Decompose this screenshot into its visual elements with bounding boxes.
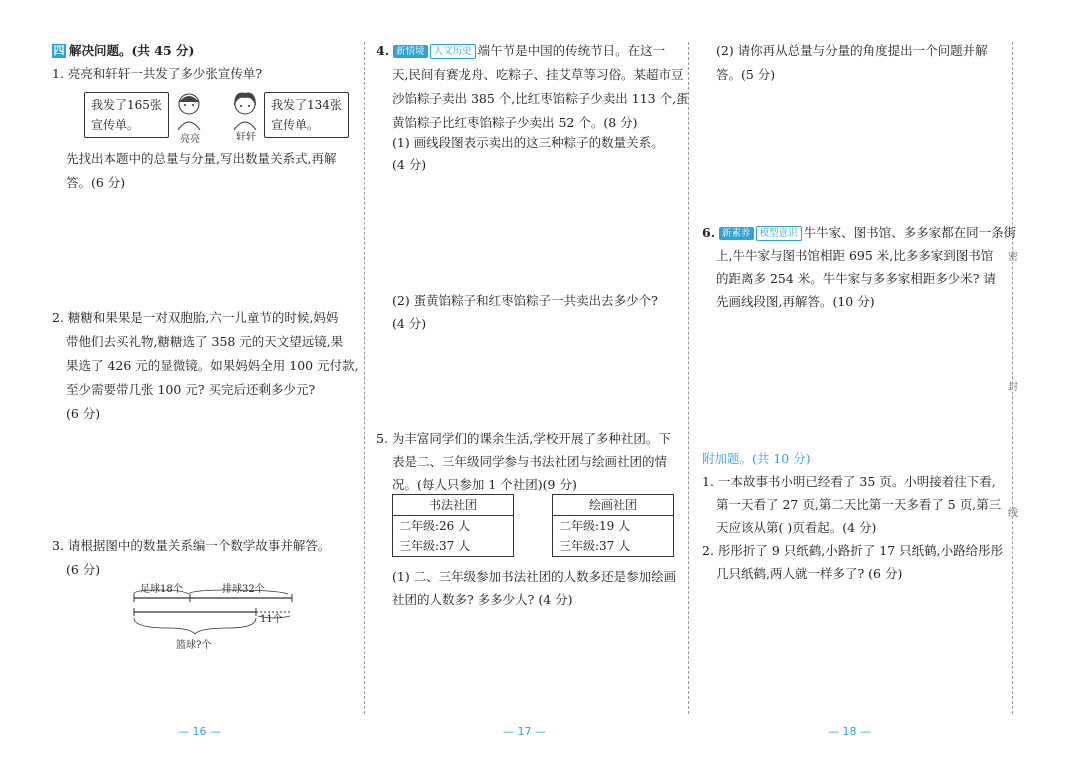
extra-q1: 第一天看了 27 页,第二天比第一天多看了 5 页,第三 [716,497,1002,512]
q5-text: 表是二、三年级同学参与书法社团与绘画社团的情 [392,454,668,469]
page-number-16: — 16 — [178,725,221,738]
q4-text: 天,民间有赛龙舟、吃粽子、挂艾草等习俗。某超市豆 [392,67,684,82]
q4-sub2-continued: 答。(5 分) [716,67,776,82]
tag-humanities: 人文历史 [430,44,476,59]
q4-text: 端午节是中国的传统节日。在这一 [477,43,666,58]
extra-q2: 几只纸鹤,两人就一样多了? (6 分) [716,566,903,581]
extra-q2: 2. 彤彤折了 9 只纸鹤,小路折了 17 只纸鹤,小路给彤彤 [702,543,1004,558]
table-cell: 二年级:19 人 [553,516,674,537]
q6-number: 6. [702,225,716,240]
page-number-18: — 18 — [828,725,871,738]
label-difference: 11个 [260,614,283,625]
bubble-text: 宣传单。 [91,118,140,132]
extra-q1: 1. 一本故事书小明已经看了 35 页。小明接着往下看, [702,474,996,489]
q6-text: 上,牛牛家与图书馆相距 695 米,比多多家到图书馆 [716,248,994,263]
table-header: 绘画社团 [553,495,674,516]
speech-bubble-xuanxuan [264,92,349,138]
q2-text: 2. 糖糖和果果是一对双胞胎,六一儿童节的时候,妈妈 [52,310,339,325]
table-header: 书法社团 [393,495,514,516]
label-basketball: 篮球?个 [176,640,212,651]
section-title: 解决问题。(共 45 分) [69,43,195,58]
painting-club-table [552,494,674,557]
bubble-text: 我发了134张 [271,98,342,112]
q4-first-line [376,40,665,62]
kid-name-xuanxuan: 轩轩 [236,132,256,143]
tag-new-context: 新情境 [393,45,428,58]
q1-text: 1. 亮亮和轩轩一共发了多少张宣传单? [52,66,263,81]
q2-text: (6 分) [66,406,101,421]
q1-instruction: 答。(6 分) [66,175,126,190]
margin-mark-close: 封 [1008,382,1018,393]
girl-avatar-icon [228,90,262,130]
table-cell: 二年级:26 人 [393,516,514,537]
q4-sub1: (4 分) [392,157,427,172]
q6-text: 牛牛家、图书馆、多多家都在同一条街 [803,225,1017,240]
q2-text: 至少需要带几张 100 元? 买完后还剩多少元? [66,382,316,397]
q4-sub2: (2) 蛋黄馅粽子和红枣馅粽子一共卖出去多少个? [392,293,658,308]
tag-new-literacy: 新素养 [719,227,754,240]
bubble-text: 宣传单。 [271,118,320,132]
bubble-text: 我发了165张 [91,98,162,112]
label-volleyball: 排球32个 [222,584,265,595]
page-divider-right [688,42,689,714]
q5-sub1: (1) 二、三年级参加书法社团的人数多还是参加绘画 [392,569,677,584]
page-divider-left [364,42,365,714]
speech-bubble-liangliang [84,92,169,138]
q2-text: 带他们去买礼物,糖糖选了 358 元的天文望远镜,果 [66,334,344,349]
boy-avatar-icon [172,90,206,130]
section-number-icon: 四 [53,44,65,57]
extra-q1: 天应该从第( )页看起。(4 分) [716,520,877,535]
q4-sub2: (4 分) [392,316,427,331]
margin-mark-line: 线 [1008,508,1018,519]
q5-text: 5. 为丰富同学们的课余生活,学校开展了多种社团。下 [376,431,671,446]
q4-number: 4. [376,43,390,58]
q3-text: (6 分) [66,562,101,577]
q4-sub2-continued: (2) 请你再从总量与分量的角度提出一个问题并解 [716,43,988,58]
extra-section-title: 附加题。(共 10 分) [702,451,811,466]
q2-text: 果选了 426 元的显微镜。如果妈妈全用 100 元付款, [66,358,359,373]
kid-name-liangliang: 亮亮 [180,134,200,145]
q6-first-line [702,222,1016,244]
q5-sub1: 社团的人数多? 多多少人? (4 分) [392,592,573,607]
table-cell: 三年级:37 人 [553,536,674,557]
calligraphy-club-table [392,494,514,557]
q1-instruction: 先找出本题中的总量与分量,写出数量关系式,再解 [66,151,337,166]
q4-sub1: (1) 画线段图表示卖出的这三种粽子的数量关系。 [392,135,664,150]
q6-text: 先画线段图,再解答。(10 分) [716,294,875,309]
q4-text: 黄馅粽子比红枣馅粽子少卖出 52 个。(8 分) [392,115,638,130]
q3-text: 3. 请根据图中的数量关系编一个数学故事并解答。 [52,538,331,553]
q5-text: 况。(每人只参加 1 个社团)(9 分) [392,477,577,492]
label-football: 足球18个 [140,584,183,595]
table-cell: 三年级:37 人 [393,536,514,557]
tag-model-awareness: 模型意识 [756,226,802,241]
section-heading [52,40,194,62]
q4-text: 沙馅粽子卖出 385 个,比红枣馅粽子少卖出 113 个,蛋 [392,91,689,106]
q6-text: 的距离多 254 米。牛牛家与多多家相距多少米? 请 [716,271,996,286]
margin-mark-seal: 密 [1008,252,1018,263]
page-number-17: — 17 — [503,725,546,738]
